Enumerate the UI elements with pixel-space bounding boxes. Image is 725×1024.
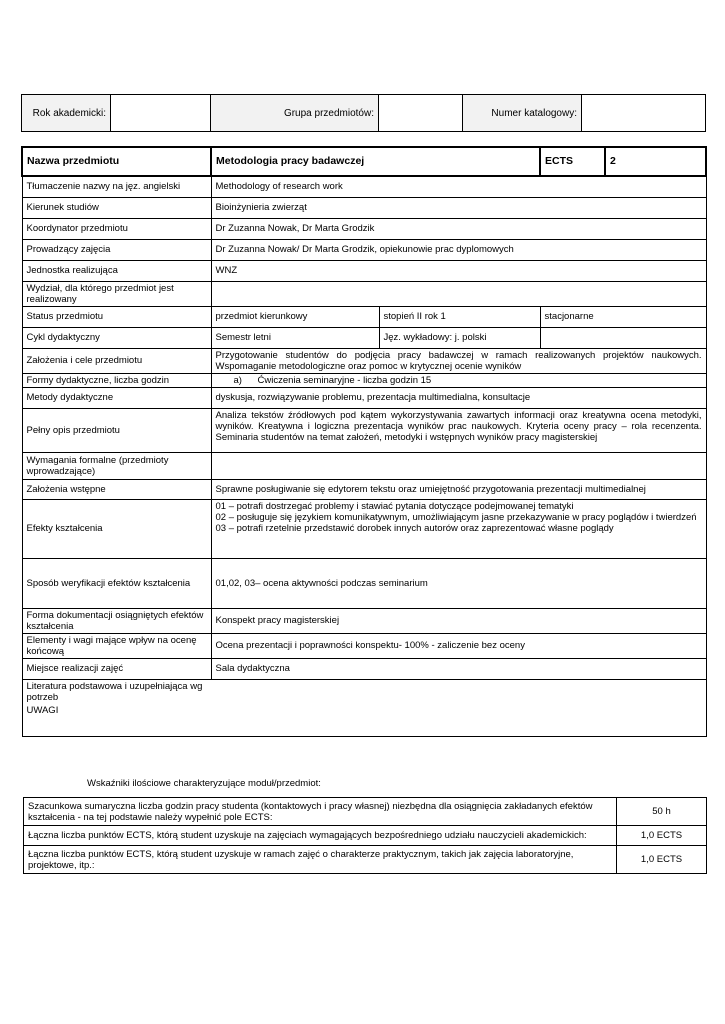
- prowadzacy-label: Prowadzący zajęcia: [22, 239, 211, 260]
- efekty-value: [211, 499, 706, 558]
- tlumaczenie-value: Methodology of research work: [211, 176, 706, 197]
- metody-label: Metody dydaktyczne: [22, 387, 211, 408]
- formy-list-marker: a): [233, 374, 242, 386]
- kierunek-label: Kierunek studiów: [22, 197, 211, 218]
- wskaznik-label: Łączna liczba punktów ECTS, którą student uzyskuje na zajęciach wymagających bezpośredniego udziału nauczycieli akademickich:: [24, 826, 617, 846]
- grupa-przedmiotow-value: [379, 95, 463, 132]
- table-row: [22, 479, 706, 499]
- table-row: [24, 846, 707, 874]
- table-row: [22, 452, 706, 479]
- table-row: [22, 704, 706, 737]
- numer-katalogowy-label: Numer katalogowy:: [463, 95, 582, 132]
- wskaznik-value: 1,0 ECTS: [617, 846, 707, 874]
- wskaznik-value: 50 h: [617, 798, 707, 826]
- literatura-text: Literatura podstawowa i uzupełniająca wg potrzeb: [26, 680, 203, 703]
- status-label: Status przedmiotu: [22, 306, 211, 327]
- efekty-item: 03 – potrafi rzetelnie przedstawić dorobek innych autorów oraz zaprezentować własne poglądy: [215, 522, 614, 534]
- table-row: [22, 658, 706, 679]
- formy-list-text: Ćwiczenia seminaryjne - liczba godzin 15: [257, 374, 432, 386]
- table-row: [22, 281, 706, 306]
- uwagi-label: UWAGI: [22, 704, 706, 737]
- weryfikacja-value: 01,02, 03– ocena aktywności podczas seminarium: [211, 558, 706, 608]
- course-table: [21, 146, 707, 737]
- efekty-label: Efekty kształcenia: [22, 499, 211, 558]
- prowadzacy-value: Dr Zuzanna Nowak/ Dr Marta Grodzik, opiekunowie prac dyplomowych: [211, 239, 706, 260]
- dokumentacja-label: Forma dokumentacji osiągniętych efektów kształcenia: [22, 608, 211, 633]
- zalozenia-cele-label: Założenia i cele przedmiotu: [22, 348, 211, 373]
- table-row: [24, 798, 707, 826]
- status-value-1: przedmiot kierunkowy: [211, 306, 379, 327]
- zalozenia-wstepne-label: Założenia wstępne: [22, 479, 211, 499]
- wskaznik-value: 1,0 ECTS: [617, 826, 707, 846]
- numer-katalogowy-value: [582, 95, 706, 132]
- status-value-3: stacjonarne: [540, 306, 706, 327]
- title-row: [22, 147, 706, 176]
- metody-value: dyskusja, rozwiązywanie problemu, prezentacja multimedialna, konsultacje: [211, 387, 706, 408]
- rok-akademicki-value: [111, 95, 211, 132]
- efekty-item: 02 – posługuje się językiem komunikatywnym, umożliwiającym jasne przekazywanie w pracy poglądów i twierdzeń: [215, 511, 697, 523]
- jednostka-value: WNZ: [211, 260, 706, 281]
- table-row: [22, 239, 706, 260]
- wymagania-value: [211, 452, 706, 479]
- grupa-przedmiotow-label: Grupa przedmiotów:: [211, 95, 379, 132]
- cykl-value-1: Semestr letni: [211, 327, 379, 348]
- table-row: [22, 408, 706, 452]
- opis-value: Analiza tekstów źródłowych pod kątem wykorzystywania zawartych informacji oraz kreatywna ocena metodyki, wyników. Kreatywna i logiczna prezentacja wyników prac naukowych. Kryteria oceny pracy – rola recenzenta. Seminaria studentów na temat założeń, metodyki i wstępnych wyników pracy magisterskiej: [211, 408, 706, 452]
- zalozenia-wstepne-value: Sprawne posługiwanie się edytorem tekstu oraz umiejętność przygotowania prezentacji multimedialnej: [211, 479, 706, 499]
- table-row: [22, 176, 706, 197]
- nazwa-przedmiotu-value: Metodologia pracy badawczej: [211, 147, 540, 176]
- wskaznik-label: Łączna liczba punktów ECTS, którą student uzyskuje w ramach zajęć o charakterze praktycznym, takich jak zajęcia laboratoryjne, projektowe, itp.:: [24, 846, 617, 874]
- table-row: [22, 197, 706, 218]
- rok-akademicki-label: Rok akademicki:: [22, 95, 111, 132]
- table-row: [22, 373, 706, 387]
- table-row: [22, 558, 706, 608]
- table-row: [22, 608, 706, 633]
- formy-value: [211, 373, 706, 387]
- table-row: [22, 387, 706, 408]
- cykl-value-3: [540, 327, 706, 348]
- table-row: [22, 327, 706, 348]
- table-row: [22, 348, 706, 373]
- opis-label: Pełny opis przedmiotu: [22, 408, 211, 452]
- cykl-value-2: Jęz. wykładowy: j. polski: [379, 327, 540, 348]
- cykl-label: Cykl dydaktyczny: [22, 327, 211, 348]
- header-table: [21, 94, 706, 132]
- nazwa-przedmiotu-label: Nazwa przedmiotu: [22, 147, 211, 176]
- dokumentacja-value: Konspekt pracy magisterskiej: [211, 608, 706, 633]
- table-row: [22, 306, 706, 327]
- zalozenia-cele-value: Przygotowanie studentów do podjęcia pracy badawczej w ramach realizowanych projektów naukowych. Wspomaganie metodologiczne oraz pomoc w krytycznej ocenie wyników: [211, 348, 706, 373]
- koordynator-label: Koordynator przedmiotu: [22, 218, 211, 239]
- jednostka-label: Jednostka realizująca: [22, 260, 211, 281]
- ects-value: 2: [605, 147, 706, 176]
- wydzial-label: Wydział, dla którego przedmiot jest realizowany: [22, 281, 211, 306]
- koordynator-value: Dr Zuzanna Nowak, Dr Marta Grodzik: [211, 218, 706, 239]
- miejsce-value: Sala dydaktyczna: [211, 658, 706, 679]
- kierunek-value: Bioinżynieria zwierząt: [211, 197, 706, 218]
- literatura-label: [22, 679, 706, 704]
- wskazniki-title: Wskaźniki ilościowe charakteryzujące moduł/przedmiot:: [87, 778, 321, 789]
- table-row: [22, 499, 706, 558]
- wymagania-label: Wymagania formalne (przedmioty wprowadzające): [22, 452, 211, 479]
- formy-label: Formy dydaktyczne, liczba godzin: [22, 373, 211, 387]
- elementy-value: Ocena prezentacji i poprawności konspektu- 100% - zaliczenie bez oceny: [211, 633, 706, 658]
- wskaznik-label: Szacunkowa sumaryczna liczba godzin pracy studenta (kontaktowych i pracy własnej) niezbędna dla osiągnięcia zakładanych efektów kształcenia - na tej podstawie należy wypełnić pole ECTS:: [24, 798, 617, 826]
- miejsce-label: Miejsce realizacji zajęć: [22, 658, 211, 679]
- weryfikacja-label: Sposób weryfikacji efektów kształcenia: [22, 558, 211, 608]
- wskazniki-table: [23, 797, 707, 874]
- table-row: [22, 218, 706, 239]
- wydzial-value: [211, 281, 706, 306]
- table-row: [24, 826, 707, 846]
- table-row: [22, 679, 706, 704]
- ects-label: ECTS: [540, 147, 605, 176]
- table-row: [22, 633, 706, 658]
- status-value-2: stopień II rok 1: [379, 306, 540, 327]
- efekty-item: 01 – potrafi dostrzegać problemy i stawiać pytania dotyczące podejmowanej tematyki: [215, 500, 574, 512]
- tlumaczenie-label: Tłumaczenie nazwy na jęz. angielski: [22, 176, 211, 197]
- elementy-label: Elementy i wagi mające wpływ na ocenę końcową: [22, 633, 211, 658]
- table-row: [22, 260, 706, 281]
